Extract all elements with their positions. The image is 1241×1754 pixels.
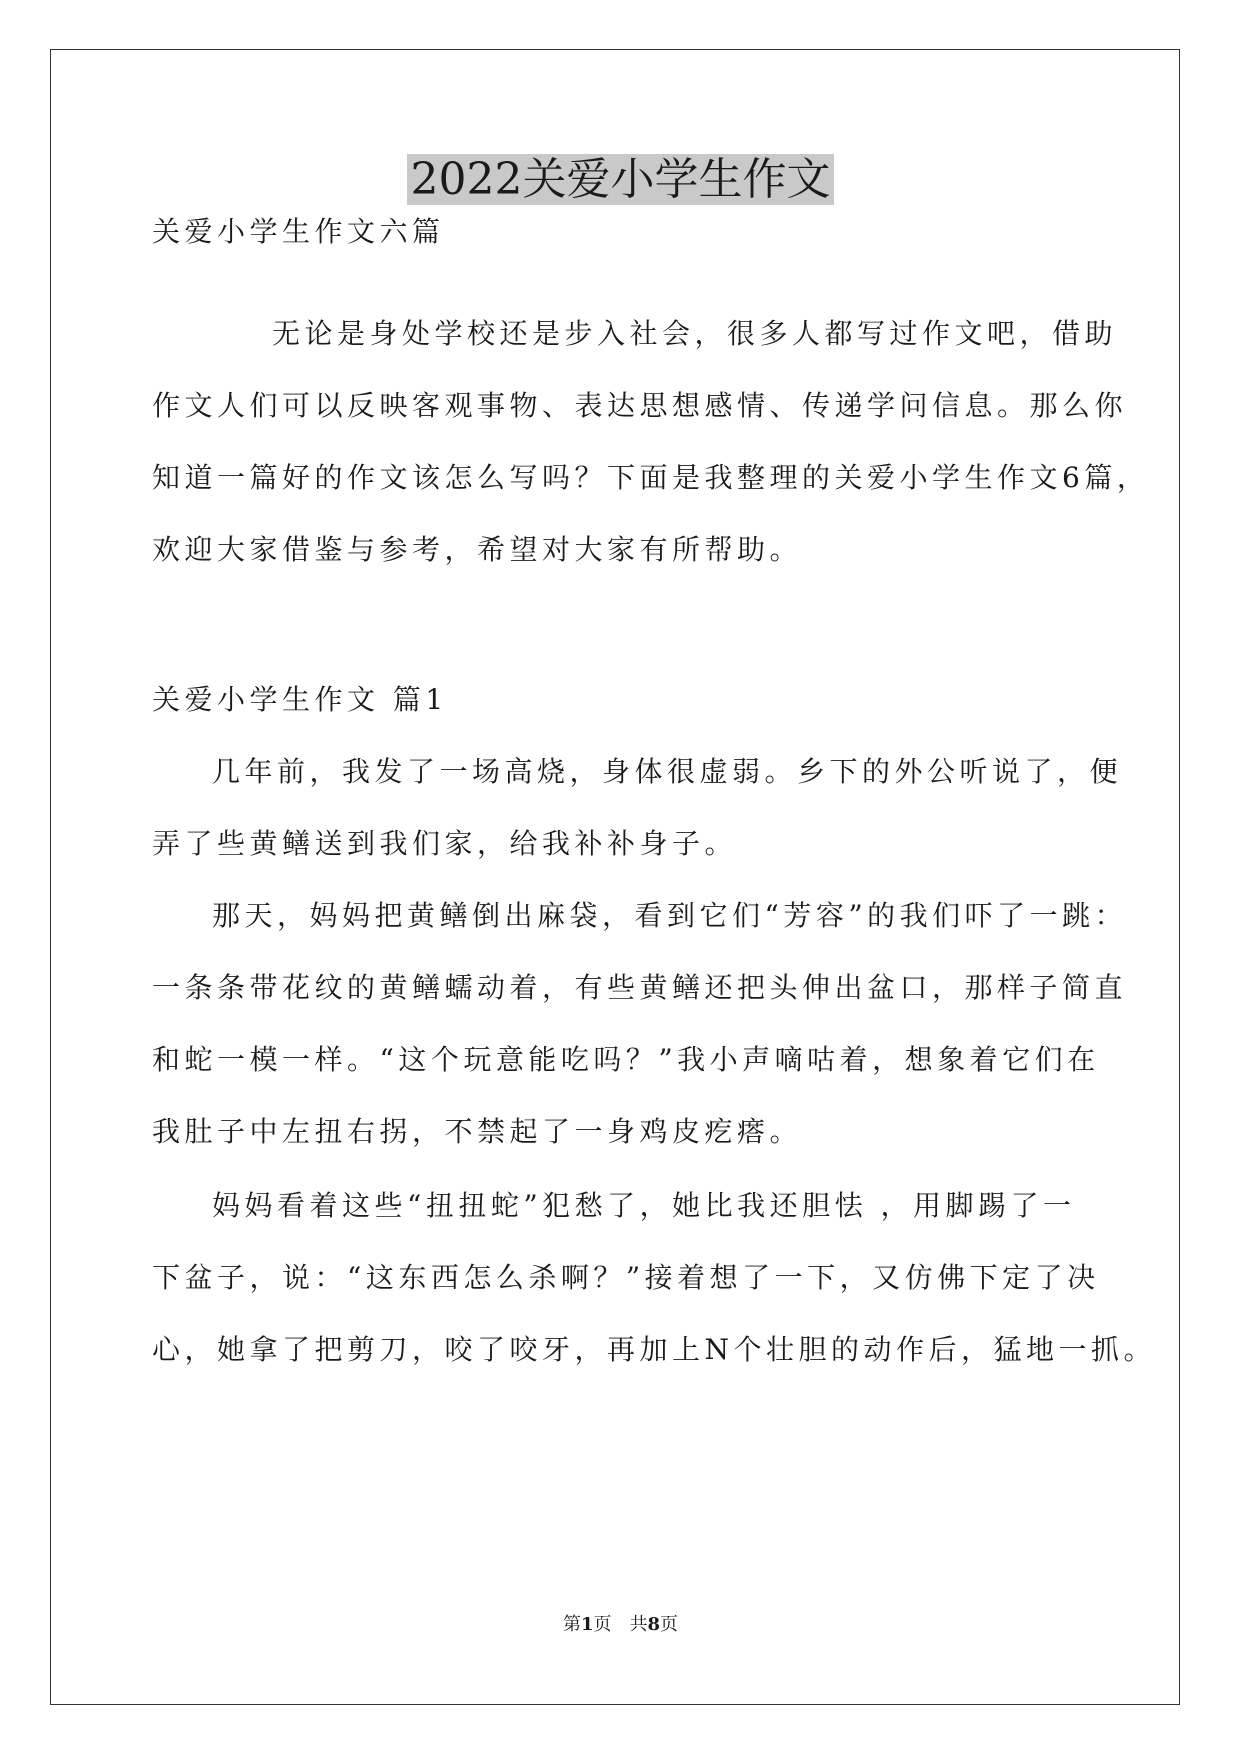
intro-line-1: 无论是身处学校还是步入社会，很多人都写过作文吧，借助: [272, 317, 1118, 350]
page-total: 8: [647, 1614, 661, 1635]
page-mid: 页 共: [593, 1614, 648, 1635]
intro-line-3: 知道一篇好的作文该怎么写吗？下面是我整理的关爱小学生作文6篇，: [152, 461, 1150, 494]
body-line-3: 那天，妈妈把黄鳝倒出麻袋，看到它们“芳容”的我们吓了一跳：: [212, 899, 1128, 932]
document-title-text: 2022关爱小学生作文: [407, 154, 835, 205]
page-footer: [0, 1612, 1241, 1638]
body-line-7: 妈妈看着这些“扭扭蛇”犯愁了，她比我还胆怯 ，用脚踢了一: [212, 1189, 1076, 1222]
page-prefix: 第: [562, 1614, 581, 1635]
body-line-2: 弄了些黄鳝送到我们家，给我补补身子。: [152, 827, 738, 860]
section-heading: 关爱小学生作文 篇1: [152, 683, 448, 716]
intro-line-2: 作文人们可以反映客观事物、表达思想感情、传递学问信息。那么你: [152, 389, 1128, 422]
intro-line-4: 欢迎大家借鉴与参考，希望对大家有所帮助。: [152, 533, 803, 566]
document-title: [0, 150, 1241, 210]
body-line-5: 和蛇一模一样。“这个玩意能吃吗？”我小声嘀咕着，想象着它们在: [152, 1043, 1100, 1076]
page-current: 1: [580, 1614, 594, 1635]
page-border: [50, 49, 1180, 1705]
body-line-8: 下盆子，说：“这东西怎么杀啊？”接着想了一下，又仿佛下定了决: [152, 1261, 1100, 1294]
document-subtitle: 关爱小学生作文六篇: [152, 215, 445, 248]
body-line-1: 几年前，我发了一场高烧，身体很虚弱。乡下的外公听说了，便: [212, 755, 1123, 788]
body-line-4: 一条条带花纹的黄鳝蠕动着，有些黄鳝还把头伸出盆口，那样子简直: [152, 971, 1128, 1004]
body-line-6: 我肚子中左扭右拐，不禁起了一身鸡皮疙瘩。: [152, 1115, 803, 1148]
body-line-9: 心，她拿了把剪刀，咬了咬牙，再加上N个壮胆的动作后，猛地一抓。: [152, 1333, 1157, 1366]
page-suffix: 页: [660, 1614, 679, 1635]
